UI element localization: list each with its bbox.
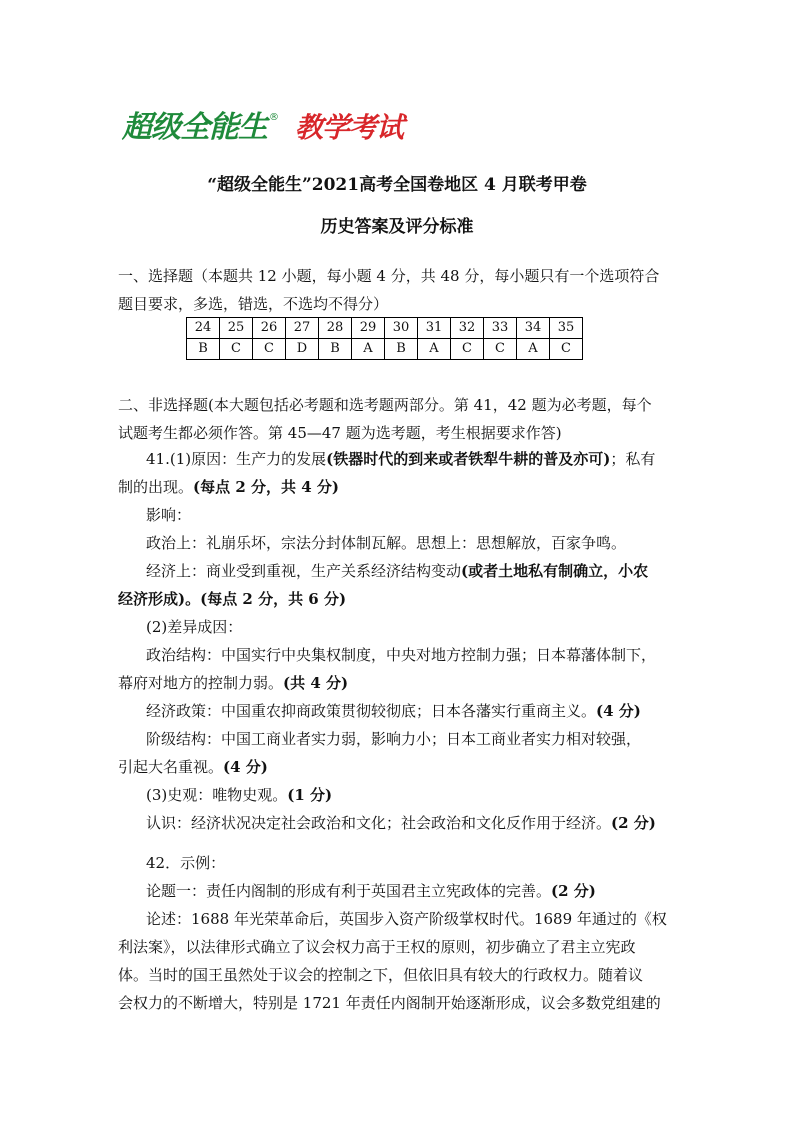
q41-structure-line1: 政治结构：中国实行中央集权制度，中央对地方控制力强；日本幕藩体制下， [146, 646, 657, 664]
score-note: (2 分) [611, 814, 656, 832]
question-number: 31 [418, 318, 451, 339]
question-42-answer [118, 849, 678, 1017]
section1-instructions [118, 262, 678, 318]
document-subtitle: 历史答案及评分标准 [320, 217, 474, 237]
answer-cell: C [220, 339, 253, 360]
answer-cell: C [484, 339, 517, 360]
q41-part3 [118, 781, 678, 809]
section2-instructions [118, 391, 678, 447]
score-note: (2 分) [551, 882, 596, 900]
q41-economy-line1 [118, 557, 678, 585]
question-number: 35 [550, 318, 583, 339]
question-number: 29 [352, 318, 385, 339]
answer-cell: C [550, 339, 583, 360]
q41-class-line2 [118, 753, 678, 781]
answer-cell: D [286, 339, 319, 360]
logo-registered-mark: ® [269, 112, 279, 123]
answer-cell: B [319, 339, 352, 360]
question-number: 27 [286, 318, 319, 339]
question-41-answer [118, 445, 678, 837]
answer-cell: B [187, 339, 220, 360]
q41-class-text: 引起大名重视。 [118, 758, 224, 776]
section2-line1: 二、非选择题(本大题包括必考题和选考题两部分。第 41，42 题为必考题，每个 [118, 396, 652, 414]
q41-reason-text2: 制的出现。 [118, 478, 194, 496]
section2-line2: 试题考生都必须作答。第 45—47 题为选考题，考生根据要求作答) [118, 424, 562, 442]
q41-politics: 政治上：礼崩乐坏，宗法分封体制瓦解。思想上：思想解放，百家争鸣。 [146, 534, 627, 552]
answer-cell: C [451, 339, 484, 360]
question-number: 34 [517, 318, 550, 339]
question-number: 26 [253, 318, 286, 339]
q41-view [118, 809, 678, 837]
answer-row [187, 339, 583, 360]
score-note: (1 分) [287, 786, 333, 804]
q41-policy-text: 经济政策：中国重农抑商政策贯彻较彻底；日本各藩实行重商主义。 [146, 702, 597, 720]
section1-line1: 一、选择题（本题共 12 小题，每小题 4 分，共 48 分，每小题只有一个选项符合 [118, 267, 660, 285]
question-number: 24 [187, 318, 220, 339]
answer-cell: C [253, 339, 286, 360]
logo-tag-text: 教学考试 [295, 111, 404, 144]
question-number-row [187, 318, 583, 339]
q41-structure-text: 幕府对地方的控制力弱。 [118, 674, 284, 692]
q41-view-text: 认识：经济状况决定社会政治和文化；社会政治和文化反作用于经济。 [146, 814, 612, 832]
q41-reason-alt: (铁器时代的到来或者铁犁牛耕的普及亦可) [326, 450, 611, 468]
score-note: (共 4 分) [283, 674, 349, 692]
q41-impact-label: 影响： [146, 506, 192, 524]
q42-argument-line3: 体。当时的国王虽然处于议会的控制之下，但依旧具有较大的行政权力。随着议 [118, 966, 644, 984]
score-note: (4 分) [223, 758, 268, 776]
q41-structure-line2 [118, 669, 678, 697]
q41-reason-text: 41.(1)原因：生产力的发展 [146, 450, 327, 468]
answer-cell: A [352, 339, 385, 360]
score-note: (每点 2 分，共 4 分) [193, 478, 339, 496]
q41-policy [118, 697, 678, 725]
answer-table [186, 317, 583, 360]
answer-cell: A [418, 339, 451, 360]
q41-economy-text: 经济上：商业受到重视，生产关系经济结构变动 [146, 562, 462, 580]
question-number: 28 [319, 318, 352, 339]
q42-thesis-text: 论题一：责任内阁制的形成有利于英国君主立宪政体的完善。 [146, 882, 552, 900]
q42-thesis [118, 877, 678, 905]
question-number: 30 [385, 318, 418, 339]
brand-logo [122, 108, 403, 150]
q41-part3-text: (3)史观：唯物史观。 [146, 786, 288, 804]
answer-cell: A [517, 339, 550, 360]
q41-reason-line1 [118, 445, 678, 473]
q41-reason-line2 [118, 473, 678, 501]
question-number: 25 [220, 318, 253, 339]
q41-economy-alt2: 经济形成)。(每点 2 分，共 6 分) [118, 590, 347, 608]
q41-reason-suffix: ；私有 [610, 450, 656, 468]
q41-class-line1: 阶级结构：中国工商业者实力弱，影响力小；日本工商业者实力相对较强， [146, 730, 642, 748]
q41-economy-alt: (或者土地私有制确立，小农 [461, 562, 649, 580]
question-number: 32 [451, 318, 484, 339]
answer-cell: B [385, 339, 418, 360]
q42-argument-line1: 论述：1688 年光荣革命后，英国步入资产阶级掌权时代。1689 年通过的《权 [146, 910, 667, 928]
q42-argument-line2: 利法案》，以法律形式确立了议会权力高于王权的原则，初步确立了君主立宪政 [118, 938, 636, 956]
q41-economy-line2 [118, 585, 678, 613]
q42-example-label: 42．示例： [146, 854, 226, 872]
question-number: 33 [484, 318, 517, 339]
q42-argument-line4: 会权力的不断增大，特别是 1721 年责任内阁制开始逐渐形成，议会多数党组建的 [118, 994, 661, 1012]
document-title: “超级全能生”2021高考全国卷地区 4 月联考甲卷 [207, 175, 587, 195]
logo-brand-text: 超级全能生 [122, 110, 267, 145]
score-note: (4 分) [596, 702, 641, 720]
q41-part2-label: (2)差异成因： [146, 618, 243, 636]
section1-line2: 题目要求，多选，错选，不选均不得分） [118, 295, 389, 313]
